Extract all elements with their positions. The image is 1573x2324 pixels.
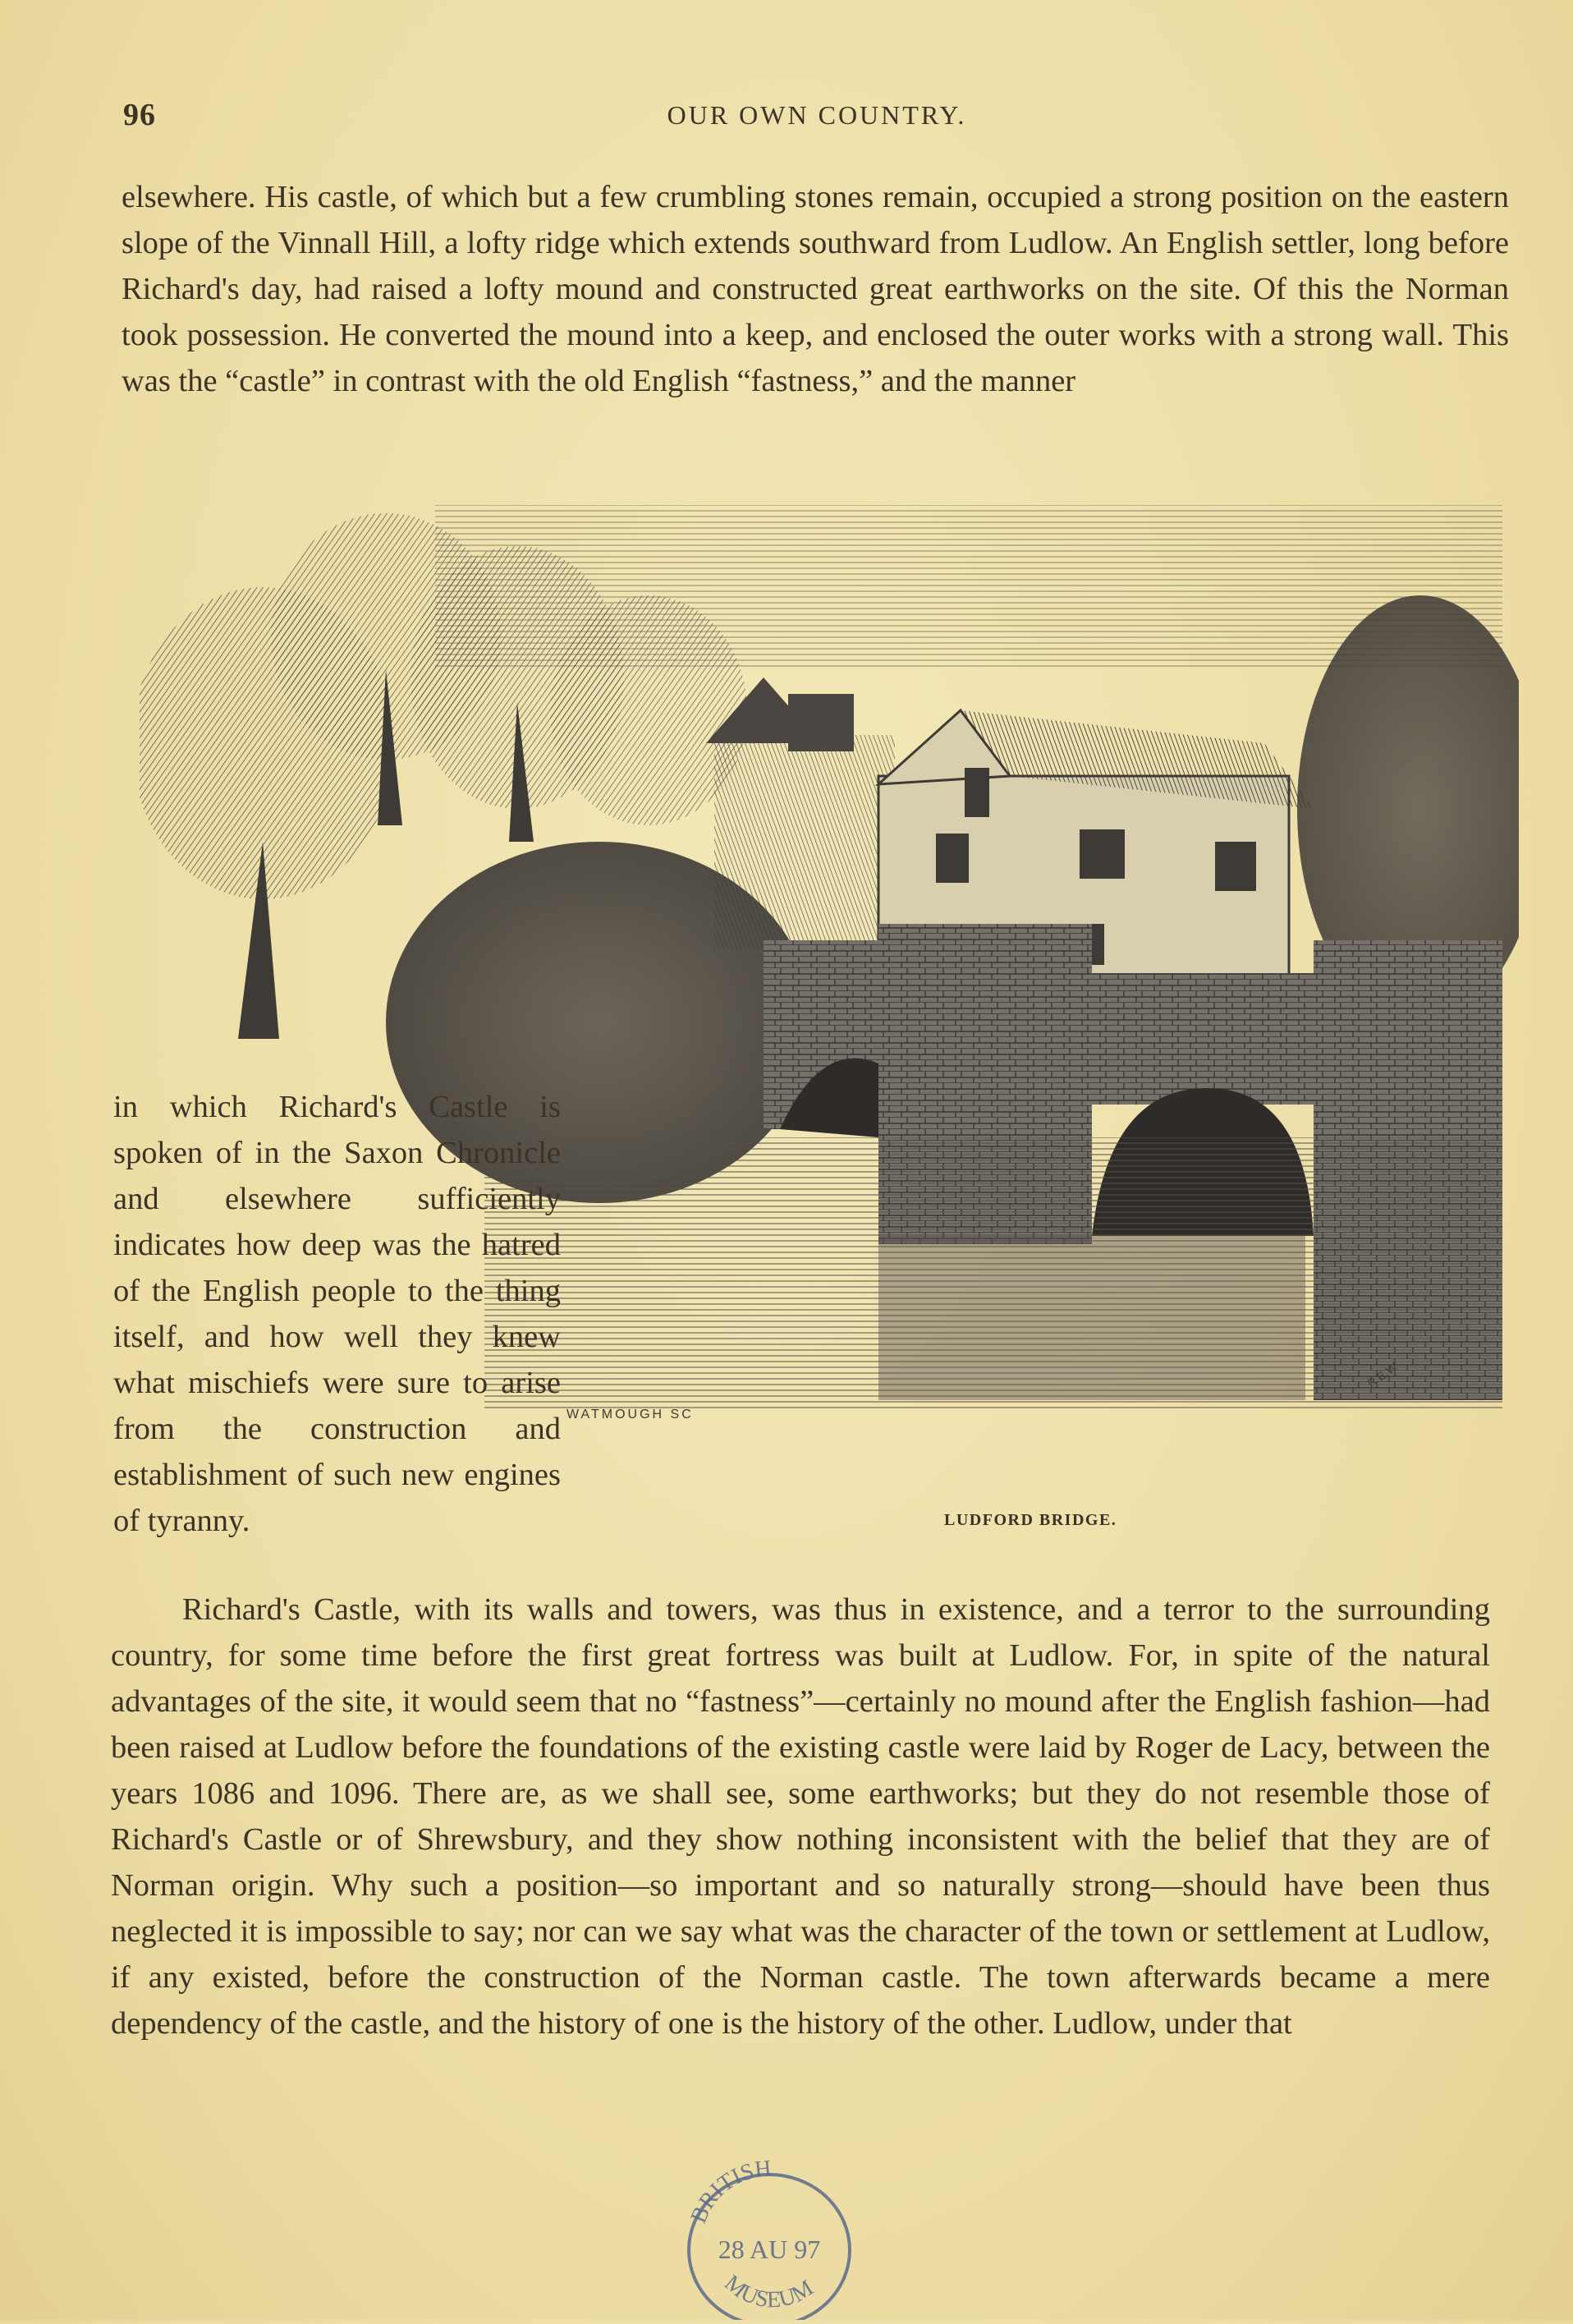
page-number: 96 bbox=[123, 98, 156, 132]
paragraph-bottom bbox=[111, 1587, 1490, 2046]
paragraph-bottom-text: Richard's Castle, with its walls and towers, was thus in existence, and a terror to the surrounding country, for some time before the first great fortress was built at Ludlow. For, in spite of the natural advantages of the site, it would seem that no “fastness”—certainly no mound after the English fashion—had been raised at Ludlow before the foundations of the existing castle were laid by Roger de Lacy, between the years 1086 and 1096. There are, as we shall see, some earthworks; but they do not resemble those of Richard's Castle or of Shrewsbury, and they show nothing inconsistent with the belief that they are of Norman origin. Why such a position—so important and so naturally strong—should have been thus neglected it is impossible to say; nor can we say what was the character of the town or settlement at Ludlow, if any existed, before the construction of the Norman castle. The town afterwards became a mere dependency of the castle, and the history of one is the history of the other. Ludlow, under that bbox=[111, 1592, 1490, 2041]
stamp-date: 28 AU 97 bbox=[718, 2234, 821, 2264]
stamp-svg bbox=[677, 2160, 862, 2320]
artist-signature: R.E.W bbox=[1364, 1360, 1400, 1390]
stamp-bottom-text: MUSEUM bbox=[719, 2270, 819, 2313]
illustration-caption: LUDFORD BRIDGE. bbox=[944, 1511, 1117, 1529]
paragraph-wrap-text: in which Richard's Castle is spoken of in the Saxon Chronicle and elsewhere sufficiently indicates how deep was the hatred of the English people to the thing itself, and how well they knew what mischiefs were sure to arise from the construction and establishment of such new engines of tyranny. bbox=[113, 1090, 561, 1538]
stamp-top-text: BRITISH bbox=[686, 2160, 773, 2227]
paragraph-top-text: elsewhere. His castle, of which but a few crumbling stones remain, occupied a strong position on the eastern slope of the Vinnall Hill, a lofty ridge which extends southward from Ludlow. An English settler, long before Richard's day, had raised a lofty mound and constructed great earthworks on the site. Of this the Norman took possession. He converted the mound into a keep, and enclosed the outer works with a strong wall. This was the “castle” in contrast with the old English “fastness,” and the manner bbox=[122, 180, 1509, 398]
paragraph-top bbox=[122, 174, 1509, 404]
page-header bbox=[123, 97, 1511, 146]
river-water bbox=[484, 1137, 1502, 1408]
running-title: OUR OWN COUNTRY. bbox=[667, 100, 967, 130]
british-museum-stamp bbox=[677, 2160, 862, 2320]
engraver-signature: WATMOUGH SC bbox=[566, 1408, 694, 1421]
paragraph-wrap bbox=[113, 1084, 561, 1544]
